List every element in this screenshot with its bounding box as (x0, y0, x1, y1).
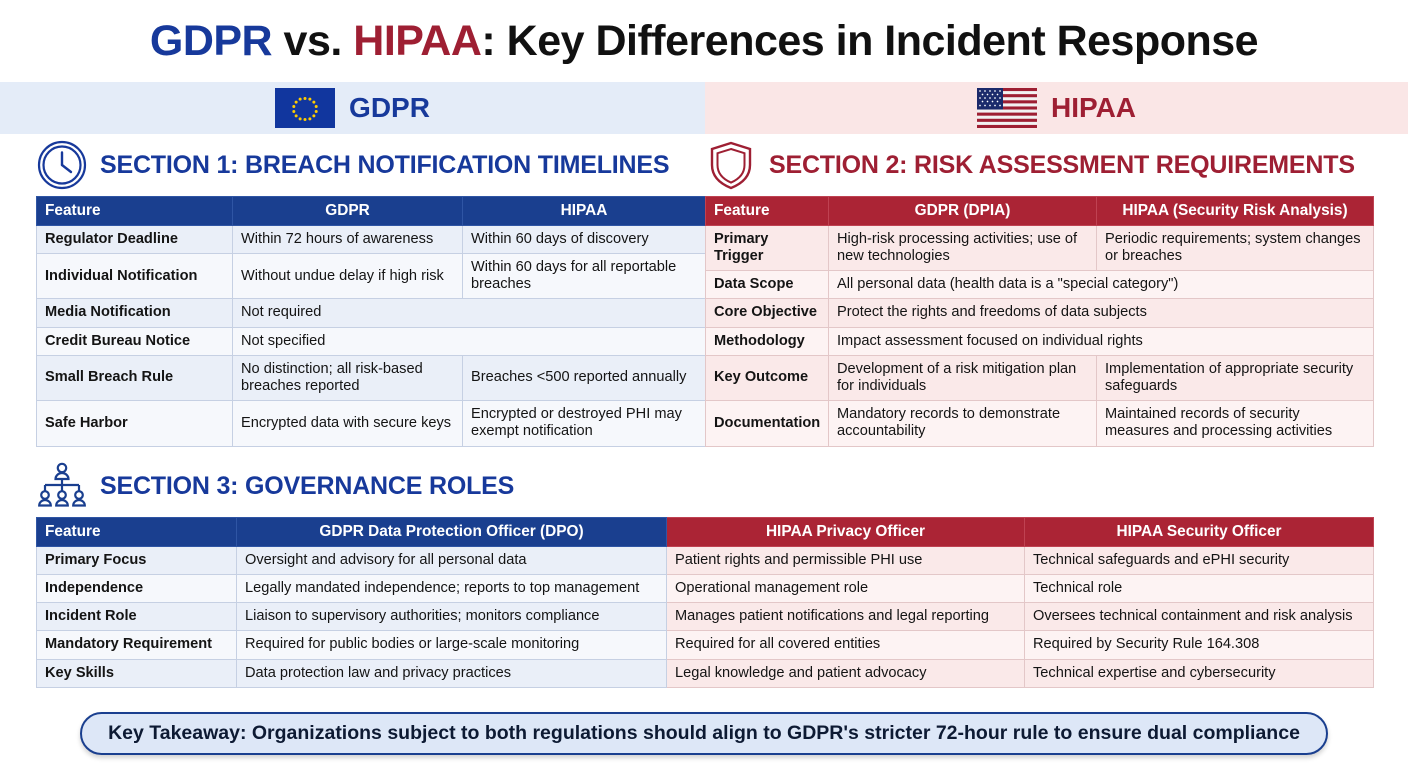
row-privacy-officer: Required for all covered entities (667, 631, 1025, 659)
section-2-title: SECTION 2: RISK ASSESSMENT REQUIREMENTS (769, 150, 1355, 179)
row-feature: Safe Harbor (37, 401, 233, 446)
page-title (150, 17, 1258, 66)
row-gdpr: Mandatory records to demonstrate accountability (829, 401, 1097, 446)
row-spanned-value: Not specified (233, 327, 706, 355)
row-feature: Methodology (706, 327, 829, 355)
table-row (706, 225, 1374, 270)
table-row (706, 355, 1374, 400)
row-gdpr: Without undue delay if high risk (233, 253, 463, 298)
section-3-header (36, 460, 1373, 512)
row-feature: Regulator Deadline (37, 225, 233, 253)
row-privacy-officer: Operational management role (667, 574, 1025, 602)
row-privacy-officer: Manages patient notifications and legal reporting (667, 603, 1025, 631)
regulation-banner (0, 82, 1408, 134)
row-feature: Mandatory Requirement (37, 631, 237, 659)
section-1 (36, 139, 705, 447)
banner-gdpr-label: GDPR (349, 92, 430, 123)
col-gdpr: GDPR (233, 197, 463, 226)
eu-flag-icon (275, 88, 335, 128)
row-feature: Incident Role (37, 603, 237, 631)
row-dpo: Data protection law and privacy practices (237, 659, 667, 687)
section-3-table (36, 517, 1374, 688)
section-1-table (36, 196, 706, 447)
row-dpo: Required for public bodies or large-scale monitoring (237, 631, 667, 659)
row-feature: Data Scope (706, 271, 829, 299)
table-row (37, 327, 706, 355)
row-gdpr: Within 72 hours of awareness (233, 225, 463, 253)
col-hipaa: HIPAA (463, 197, 706, 226)
title-hipaa: HIPAA (353, 16, 482, 65)
col-feature: Feature (706, 197, 829, 226)
row-spanned-value: Protect the rights and freedoms of data subjects (829, 299, 1374, 327)
table-row (37, 253, 706, 298)
section-2-table (705, 196, 1374, 447)
section-3 (36, 460, 1373, 688)
row-feature: Primary Focus (37, 546, 237, 574)
row-dpo: Liaison to supervisory authorities; monitors compliance (237, 603, 667, 631)
title-rest: : Key Differences in Incident Response (481, 16, 1259, 65)
banner-gdpr (0, 82, 705, 134)
row-privacy-officer: Legal knowledge and patient advocacy (667, 659, 1025, 687)
shield-icon (705, 139, 757, 191)
table-row (37, 401, 706, 446)
row-feature: Key Skills (37, 659, 237, 687)
table-row (37, 659, 1374, 687)
col-feature: Feature (37, 197, 233, 226)
table-row (37, 603, 1374, 631)
row-spanned-value: All personal data (health data is a "special category") (829, 271, 1374, 299)
row-hipaa: Within 60 days of discovery (463, 225, 706, 253)
table-row (37, 574, 1374, 602)
row-hipaa: Encrypted or destroyed PHI may exempt notification (463, 401, 706, 446)
table-row (706, 327, 1374, 355)
table-header-row (37, 518, 1374, 547)
col-gdpr-dpia: GDPR (DPIA) (829, 197, 1097, 226)
row-security-officer: Technical expertise and cybersecurity (1025, 659, 1374, 687)
row-hipaa: Breaches <500 reported annually (463, 355, 706, 400)
col-gdpr-dpo: GDPR Data Protection Officer (DPO) (237, 518, 667, 547)
table-header-row (37, 197, 706, 226)
col-hipaa-privacy-officer: HIPAA Privacy Officer (667, 518, 1025, 547)
org-chart-icon (36, 460, 88, 512)
section-2-header (705, 139, 1373, 191)
row-gdpr: Encrypted data with secure keys (233, 401, 463, 446)
table-row (706, 299, 1374, 327)
row-hipaa: Maintained records of security measures and processing activities (1097, 401, 1374, 446)
title-vs: vs. (272, 16, 354, 65)
row-spanned-value: Not required (233, 299, 706, 327)
clock-icon (36, 139, 88, 191)
row-dpo: Oversight and advisory for all personal data (237, 546, 667, 574)
row-gdpr: High-risk processing activities; use of new technologies (829, 225, 1097, 270)
table-header-row (706, 197, 1374, 226)
title-bar (0, 0, 1408, 82)
table-row (37, 299, 706, 327)
table-row (706, 401, 1374, 446)
row-spanned-value: Impact assessment focused on individual rights (829, 327, 1374, 355)
row-security-officer: Technical safeguards and ePHI security (1025, 546, 1374, 574)
row-feature: Individual Notification (37, 253, 233, 298)
section-1-title: SECTION 1: BREACH NOTIFICATION TIMELINES (100, 150, 670, 179)
row-hipaa: Periodic requirements; system changes or breaches (1097, 225, 1374, 270)
row-hipaa: Within 60 days for all reportable breaches (463, 253, 706, 298)
row-security-officer: Required by Security Rule 164.308 (1025, 631, 1374, 659)
table-row (37, 355, 706, 400)
table-row (37, 631, 1374, 659)
title-gdpr: GDPR (149, 16, 273, 65)
table-row (37, 546, 1374, 574)
section-3-title: SECTION 3: GOVERNANCE ROLES (100, 471, 515, 500)
row-feature: Credit Bureau Notice (37, 327, 233, 355)
col-feature: Feature (37, 518, 237, 547)
row-security-officer: Technical role (1025, 574, 1374, 602)
row-privacy-officer: Patient rights and permissible PHI use (667, 546, 1025, 574)
section-2 (705, 139, 1373, 447)
row-security-officer: Oversees technical containment and risk analysis (1025, 603, 1374, 631)
row-feature: Small Breach Rule (37, 355, 233, 400)
row-dpo: Legally mandated independence; reports to top management (237, 574, 667, 602)
row-feature: Independence (37, 574, 237, 602)
row-gdpr: Development of a risk mitigation plan for individuals (829, 355, 1097, 400)
row-hipaa: Implementation of appropriate security safeguards (1097, 355, 1374, 400)
banner-hipaa (705, 82, 1408, 134)
footer (0, 712, 1408, 755)
key-takeaway-banner: Key Takeaway: Organizations subject to both regulations should align to GDPR's stricter 72-hour rule to ensure dual compliance (80, 712, 1328, 755)
row-feature: Core Objective (706, 299, 829, 327)
row-gdpr: No distinction; all risk-based breaches reported (233, 355, 463, 400)
col-hipaa-sra: HIPAA (Security Risk Analysis) (1097, 197, 1374, 226)
row-feature: Primary Trigger (706, 225, 829, 270)
us-flag-icon (977, 88, 1037, 128)
col-hipaa-security-officer: HIPAA Security Officer (1025, 518, 1374, 547)
banner-hipaa-label: HIPAA (1050, 92, 1137, 123)
row-feature: Media Notification (37, 299, 233, 327)
section-1-header (36, 139, 705, 191)
row-feature: Key Outcome (706, 355, 829, 400)
table-row (37, 225, 706, 253)
table-row (706, 271, 1374, 299)
row-feature: Documentation (706, 401, 829, 446)
